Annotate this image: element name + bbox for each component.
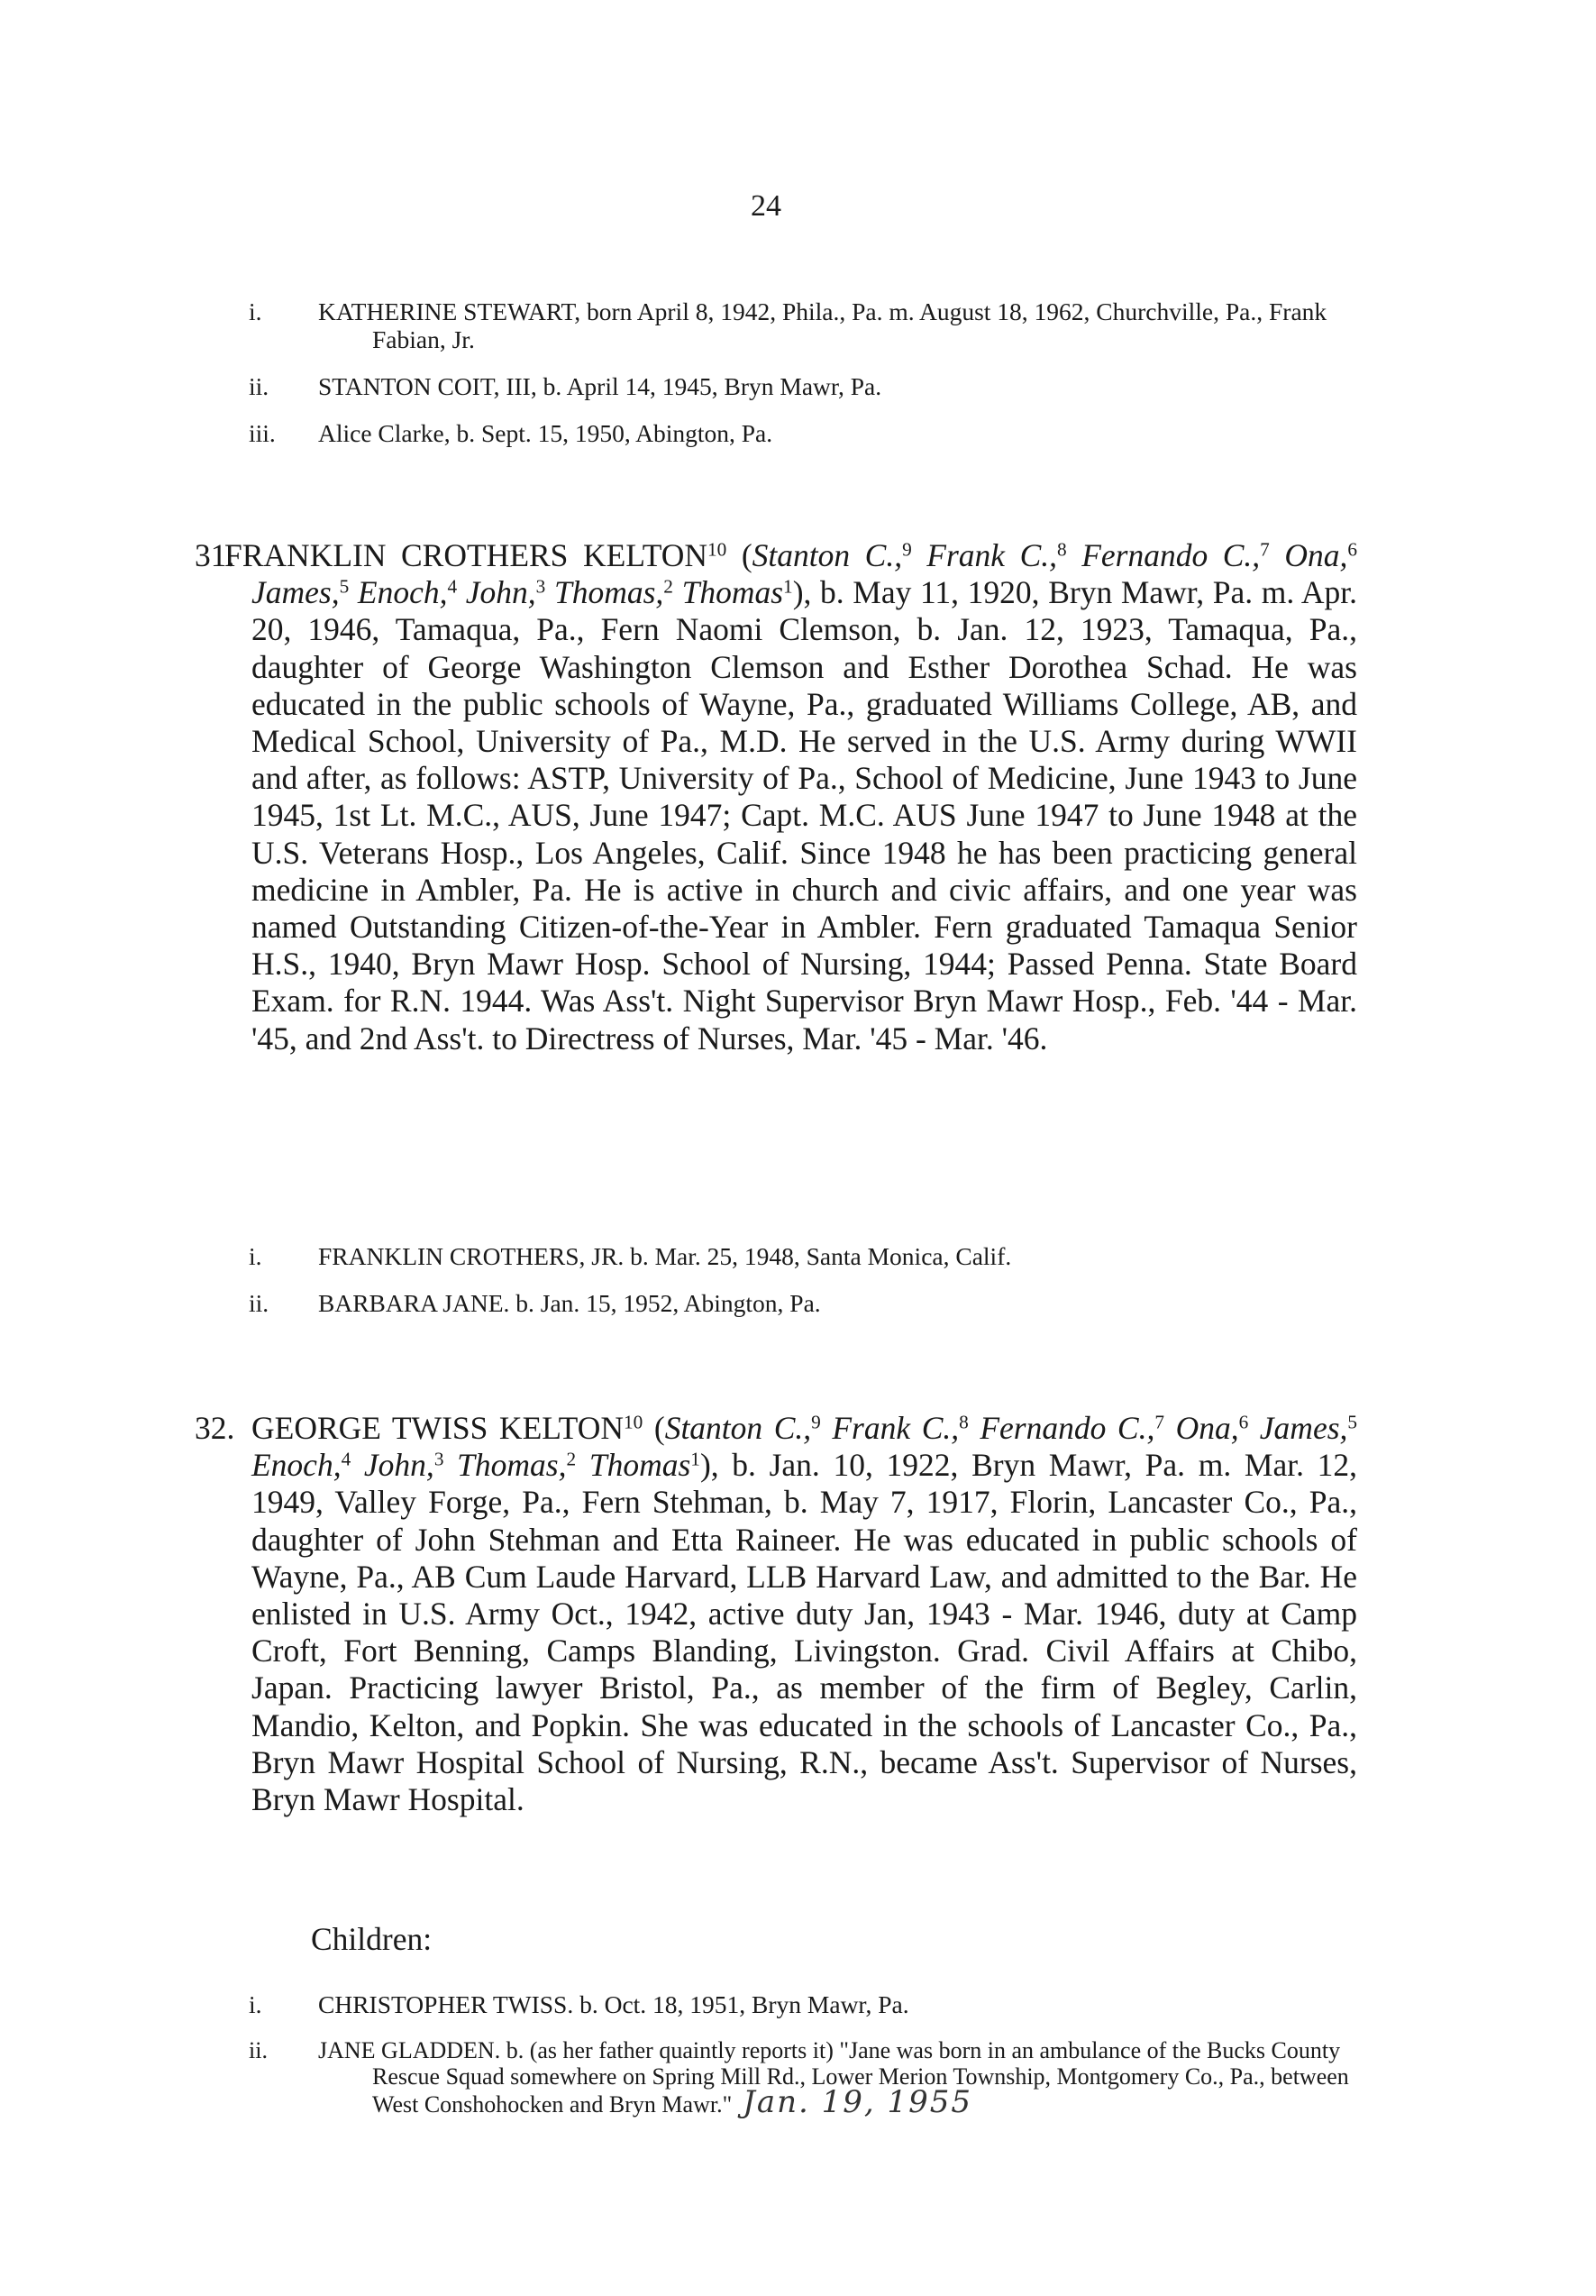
- page-number: 24: [751, 189, 781, 223]
- entry-31-children: [249, 1242, 1366, 1336]
- lineage-sup: 5: [339, 575, 350, 598]
- lineage-sup: 8: [1057, 538, 1067, 561]
- lineage-3: Fernando C.,: [1081, 537, 1261, 573]
- lineage-sup: 6: [1347, 538, 1358, 561]
- entry-number: 32.: [195, 1410, 235, 1446]
- lineage-2: Frank C.,: [832, 1410, 960, 1446]
- child-numeral: iii.: [249, 419, 276, 447]
- list-item: [249, 2037, 1366, 2118]
- child-numeral: i.: [249, 297, 262, 325]
- list-item: [249, 297, 1366, 353]
- lineage-sup: 2: [566, 1448, 577, 1470]
- lineage-sup: 8: [959, 1411, 969, 1433]
- lineage-1: Stanton C.,: [752, 537, 903, 573]
- list-item: [249, 1990, 1366, 2018]
- lineage-sup: 7: [1154, 1411, 1164, 1433]
- lineage-sup: 9: [811, 1411, 821, 1433]
- lineage-sup: 3: [433, 1448, 444, 1470]
- lineage-2: Frank C.,: [926, 537, 1058, 573]
- generation-sup: 10: [624, 1411, 643, 1433]
- lineage-sup: 4: [447, 575, 458, 598]
- lineage-5: James,: [1259, 1410, 1348, 1446]
- lineage-sup: 2: [663, 575, 673, 598]
- child-numeral: i.: [249, 1242, 262, 1270]
- child-text: KATHERINE STEWART, born April 8, 1942, Phila., Pa. m. August 18, 1962, Churchville, Pa., Frank Fabian, Jr.: [318, 297, 1327, 353]
- entry-body: GEORGE TWISS KELTON$^{10}$ (Stanton C.,$^9$ Frank C.,$^8$ Fernando C.,$^7$ Ona,$^6$ James,$^5$ Enoch,$^4$ John,$^3$ Thomas,$^2$ Thomas$^1$), b. Jan. 10, 1922, Bryn Mawr, Pa. m. Mar. 12, 1949, Valley Forge, Pa., Fern Stehman, b. May 7, 1917, Florin, Lancaster Co., Pa., daughter of John Stehman and Etta Raineer. He was educated in public schools of Wayne, Pa., AB Cum Laude Harvard, LLB Harvard Law, and admitted to the Bar. He enlisted in U.S. Army Oct., 1942, active duty Jan, 1943 - Mar. 1946, duty at Camp Croft, Fort Benning, Camps Blanding, Livingston. Grad. Civil Affairs at Chibo, Japan. Practicing lawyer Bristol, Pa., as member of the firm of Begley, Carlin, Mandio, Kelton, and Popkin. She was educated in the schools of Lancaster Co., Pa., Bryn Mawr Hospital School of Nursing, R.N., became Ass't. Supervisor of Nurses, Bryn Mawr Hospital.: [251, 1410, 1358, 1818]
- child-text: BARBARA JANE. b. Jan. 15, 1952, Abington, Pa.: [318, 1289, 821, 1317]
- lineage-7: John,: [465, 574, 536, 611]
- entry-text: ), b. May 11, 1920, Bryn Mawr, Pa. m. Apr. 20, 1946, Tamaqua, Pa., Fern Naomi Clemson, b. Jan. 12, 1923, Tamaqua, Pa., daughter of George Washington Clemson and Esther Dorothea Schad. He was educated in the public schools of Wayne, Pa., graduated Williams College, AB, and Medical School, University of Pa., M.D. He served in the U.S. Army during WWII and after, as follows: ASTP, University of Pa., School of Medicine, June 1943 to June 1945, 1st Lt. M.C., AUS, June 1947; Capt. M.C. AUS June 1947 to June 1948 at the U.S. Veterans Hosp., Los Angeles, Calif. Since 1948 he has been practicing general medicine in Ambler, Pa. He is active in church and civic affairs, and one year was named Outstanding Citizen-of-the-Year in Ambler. Fern graduated Tamaqua Senior H.S., 1940, Bryn Mawr Hosp. School of Nursing, 1944; Passed Penna. State Board Exam. for R.N. 1944. Was Ass't. Night Supervisor Bryn Mawr Hosp., Feb. '44 - Mar. '45, and 2nd Ass't. to Directress of Nurses, Mar. '45 - Mar. '46.: [251, 574, 1358, 1057]
- lineage-sup: 5: [1347, 1411, 1358, 1433]
- list-item: [249, 419, 1366, 447]
- child-numeral: ii.: [249, 1289, 269, 1317]
- genealogy-entry-32: [195, 1410, 1357, 1818]
- child-text: [318, 2037, 1366, 2118]
- entry-name: GEORGE TWISS KELTON: [251, 1410, 624, 1446]
- handwritten-date: Jan. 19, 1955: [743, 2084, 973, 2120]
- entry-text: ), b. Jan. 10, 1922, Bryn Mawr, Pa. m. Mar. 12, 1949, Valley Forge, Pa., Fern Stehman, b. May 7, 1917, Florin, Lancaster Co., Pa., daughter of John Stehman and Etta Raineer. He was educated in public schools of Wayne, Pa., AB Cum Laude Harvard, LLB Harvard Law, and admitted to the Bar. He enlisted in U.S. Army Oct., 1942, active duty Jan, 1943 - Mar. 1946, duty at Camp Croft, Fort Benning, Camps Blanding, Livingston. Grad. Civil Affairs at Chibo, Japan. Practicing lawyer Bristol, Pa., as member of the firm of Begley, Carlin, Mandio, Kelton, and Popkin. She was educated in the schools of Lancaster Co., Pa., Bryn Mawr Hospital School of Nursing, R.N., became Ass't. Supervisor of Nurses, Bryn Mawr Hospital.: [251, 1447, 1358, 1818]
- lineage-4: Ona,: [1175, 1410, 1239, 1446]
- lineage-1: Stanton C.,: [664, 1410, 812, 1446]
- children-heading: Children:: [311, 1921, 433, 1957]
- entry-body: FRANKLIN CROTHERS KELTON$^{10}$ (Stanton C.,$^9$ Frank C.,$^8$ Fernando C.,$^7$ Ona,$^6$ James,$^5$ Enoch,$^4$ John,$^3$ Thomas,$^2$ Thomas$^1$), b. May 11, 1920, Bryn Mawr, Pa. m. Apr. 20, 1946, Tamaqua, Pa., Fern Naomi Clemson, b. Jan. 12, 1923, Tamaqua, Pa., daughter of George Washington Clemson and Esther Dorothea Schad. He was educated in the public schools of Wayne, Pa., graduated Williams College, AB, and Medical School, University of Pa., M.D. He served in the U.S. Army during WWII and after, as follows: ASTP, University of Pa., School of Medicine, June 1943 to June 1945, 1st Lt. M.C., AUS, June 1947; Capt. M.C. AUS June 1947 to June 1948 at the U.S. Veterans Hosp., Los Angeles, Calif. Since 1948 he has been practicing general medicine in Ambler, Pa. He is active in church and civic affairs, and one year was named Outstanding Citizen-of-the-Year in Ambler. Fern graduated Tamaqua Senior H.S., 1940, Bryn Mawr Hosp. School of Nursing, 1944; Passed Penna. State Board Exam. for R.N. 1944. Was Ass't. Night Supervisor Bryn Mawr Hosp., Feb. '44 - Mar. '45, and 2nd Ass't. to Directress of Nurses, Mar. '45 - Mar. '46.: [224, 537, 1358, 1057]
- lineage-8: Thomas,: [457, 1447, 567, 1484]
- lineage-sup: 3: [535, 575, 546, 598]
- child-text: CHRISTOPHER TWISS. b. Oct. 18, 1951, Bryn Mawr, Pa.: [318, 1990, 909, 2018]
- list-item: [249, 1289, 1366, 1317]
- lineage-sup: 4: [341, 1448, 351, 1470]
- child-numeral: ii.: [249, 2037, 268, 2063]
- lineage-9: Thomas: [588, 1447, 691, 1484]
- lineage-sup: 1: [783, 575, 793, 598]
- genealogy-entry-31: [195, 537, 1357, 1057]
- entry-name: FRANKLIN CROTHERS KELTON: [224, 537, 708, 573]
- lineage-7: John,: [363, 1447, 434, 1484]
- lineage-sup: 1: [690, 1448, 700, 1470]
- lineage-9: Thomas: [681, 574, 784, 611]
- list-item: [249, 1242, 1366, 1270]
- generation-sup: 10: [707, 538, 727, 561]
- lineage-4: Ona,: [1284, 537, 1348, 573]
- lineage-sup: 6: [1238, 1411, 1249, 1433]
- lineage-sup: 9: [902, 538, 912, 561]
- lineage-sup: 7: [1260, 538, 1270, 561]
- top-children-list: [249, 297, 1366, 466]
- lineage-3: Fernando C.,: [980, 1410, 1155, 1446]
- lineage-6: Enoch,: [251, 1447, 342, 1484]
- child-text: STANTON COIT, III, b. April 14, 1945, Bryn Mawr, Pa.: [318, 372, 882, 400]
- child-numeral: i.: [249, 1990, 262, 2018]
- lineage-6: Enoch,: [357, 574, 448, 611]
- child-numeral: ii.: [249, 372, 269, 400]
- entry-number: 31.: [195, 537, 235, 573]
- lineage-8: Thomas,: [553, 574, 664, 611]
- entry-32-children: [249, 1990, 1366, 2136]
- list-item: [249, 372, 1366, 400]
- child-text: Alice Clarke, b. Sept. 15, 1950, Abington, Pa.: [318, 419, 773, 447]
- child-text-body: JANE GLADDEN. b. (as her father quaintly reports it) "Jane was born in an ambulance of the Bucks County Rescue Squad somewhere on Spring Mill Rd., Lower Merion Township, Montgomery Co., Pa., between West Conshohocken and Bryn Mawr.": [318, 2037, 1349, 2118]
- lineage-5: James,: [251, 574, 340, 611]
- child-text: FRANKLIN CROTHERS, JR. b. Mar. 25, 1948, Santa Monica, Calif.: [318, 1242, 1012, 1270]
